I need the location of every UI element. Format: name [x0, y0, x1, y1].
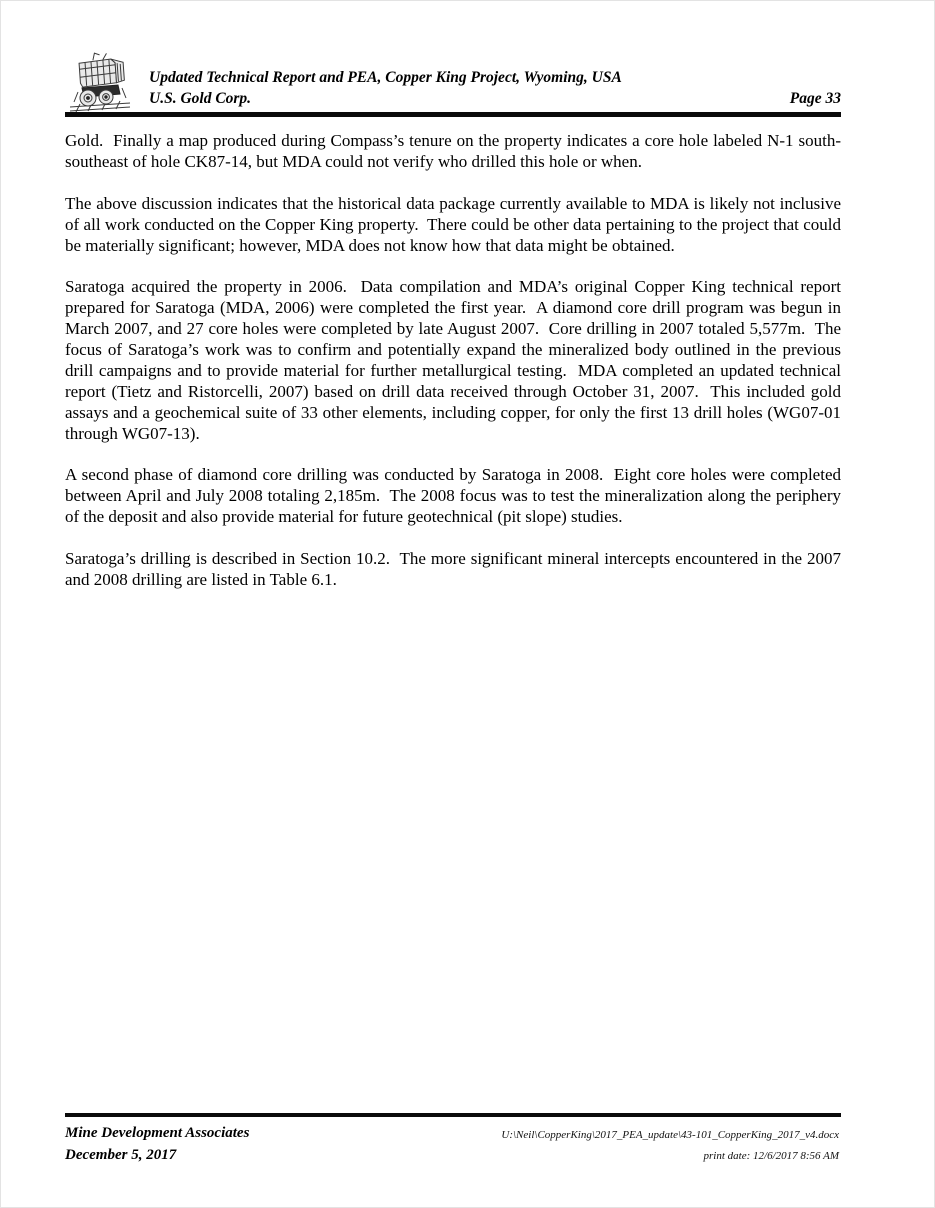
- paragraph: Gold. Finally a map produced during Compass’s tenure on the property indicates a core hole labeled N-1 south-southeast of hole CK87-14, but MDA could not verify who drilled this hole or when.: [65, 131, 841, 171]
- company-name: U.S. Gold Corp.: [149, 90, 252, 107]
- footer-date: December 5, 2017: [65, 1147, 177, 1163]
- paragraph: A second phase of diamond core drilling was conducted by Saratoga in 2008. Eight core holes were completed between April and July 2008 totaling 2,185m. The 2008 focus was to test the mineralization along the periphery of the deposit and also provide material for future geotechnical (pit slope) studies.: [65, 465, 846, 527]
- header-text-block: [149, 67, 841, 109]
- report-title: Updated Technical Report and PEA, Copper King Project, Wyoming, USA: [149, 69, 622, 86]
- footer-right: [501, 1125, 839, 1167]
- paragraph: Saratoga acquired the property in 2006. Data compilation and MDA’s original Copper King technical report prepared for Saratoga (MDA, 2006) were completed the first year. A diamond core drill program was begun in March 2007, and 27 core holes were completed by late August 2007. Core drilling in 2007 totaled 5,577m. The focus of Saratoga’s work was to confirm and potentially expand the mineralized body outlined in the previous drill campaigns and to provide material for further metallurgical testing. MDA completed an updated technical report (Tietz and Ristorcelli, 2007) based on drill data received through October 31, 2007. This included gold assays and a geochemical suite of 33 other elements, including copper, for only the first 13 drill holes (WG07-01 through WG07-13).: [65, 277, 846, 443]
- page-number: Page 33: [789, 90, 841, 107]
- document-body: [65, 131, 846, 612]
- footer-print-date: print date: 12/6/2017 8:56 AM: [703, 1150, 839, 1162]
- footer-rule: [65, 1113, 841, 1117]
- paragraph: The above discussion indicates that the historical data package currently available to MDA is likely not inclusive of all work conducted on the Copper King property. There could be other data pertaining to the project that could be materially significant; however, MDA does not know how that data might be obtained.: [65, 193, 846, 255]
- footer-file-path: U:\Neil\CopperKing\2017_PEA_update\43-101_CopperKing_2017_v4.docx: [501, 1129, 839, 1141]
- header-rule: [65, 112, 841, 117]
- footer-organization: Mine Development Associates: [65, 1125, 250, 1141]
- footer-left: [65, 1122, 249, 1166]
- paragraph: Saratoga’s drilling is described in Section 10.2. The more significant mineral intercepts encountered in the 2007 and 2008 drilling are listed in Table 6.1.: [65, 549, 846, 589]
- mine-ore-cart-logo-icon: [68, 52, 132, 114]
